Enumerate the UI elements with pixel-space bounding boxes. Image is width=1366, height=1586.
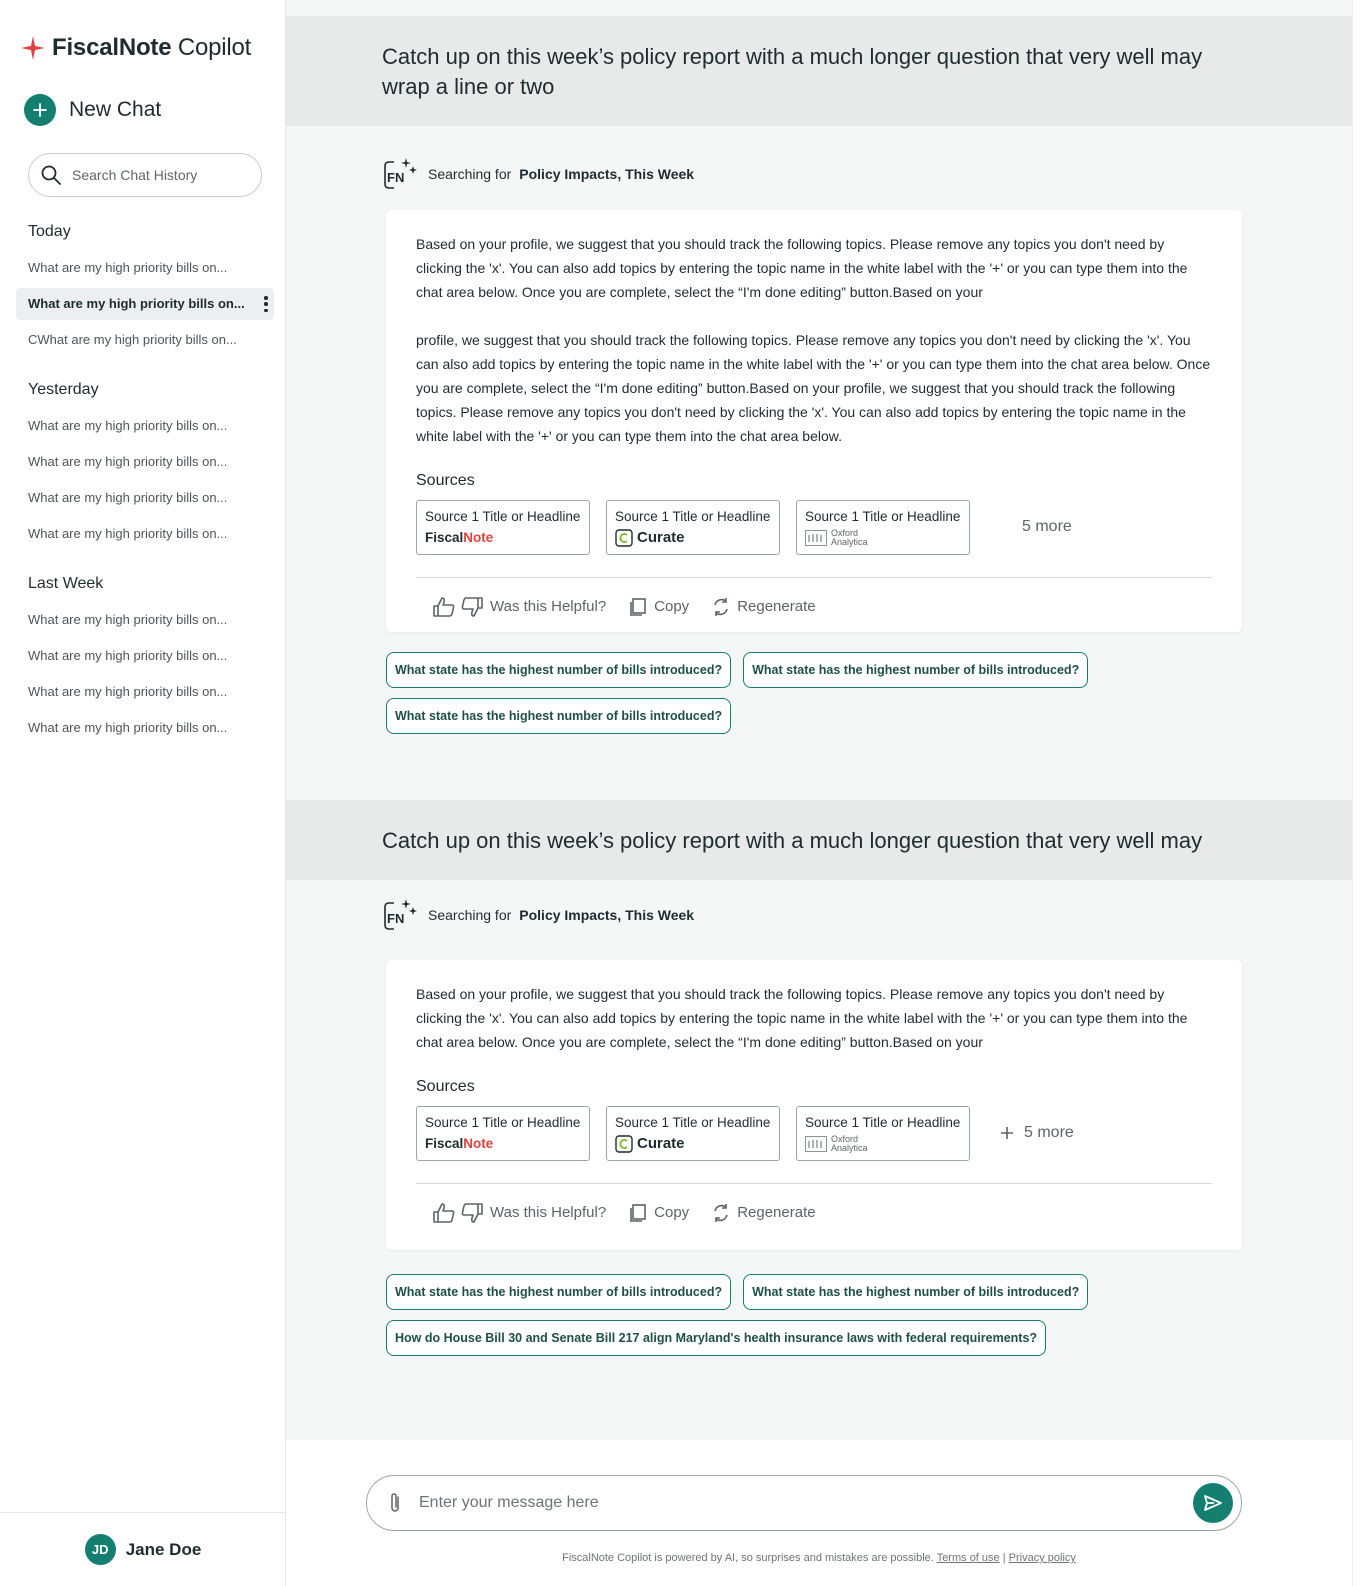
terms-link[interactable]: Terms of use bbox=[936, 1552, 1000, 1564]
source-card-oxford[interactable] bbox=[796, 500, 970, 555]
oxford-analytica-logo bbox=[805, 528, 961, 548]
logo-text-b: Note bbox=[463, 530, 494, 545]
disclaimer-text: FiscalNote Copilot is powered by AI, so surprises and mistakes are possible. bbox=[562, 1552, 934, 1564]
message-input[interactable] bbox=[419, 1494, 1193, 1512]
searching-status bbox=[382, 156, 694, 192]
top-spacer bbox=[286, 0, 1352, 16]
thumbs-down-icon[interactable] bbox=[460, 1202, 484, 1224]
link-separator: | bbox=[1002, 1552, 1006, 1564]
sources-list bbox=[416, 499, 1212, 555]
regenerate-icon bbox=[711, 1203, 731, 1223]
curate-logo bbox=[615, 528, 771, 548]
logo-text-b: Note bbox=[463, 1136, 494, 1151]
ai-disclaimer bbox=[286, 1552, 1352, 1564]
copy-icon bbox=[628, 1203, 648, 1223]
helpful-label: Was this Helpful? bbox=[490, 1204, 607, 1221]
oxford-crest-icon bbox=[805, 1136, 827, 1152]
history-group-yesterday bbox=[16, 378, 274, 554]
source-title: Source 1 Title or Headline bbox=[805, 508, 961, 524]
thumbs-up-icon[interactable] bbox=[432, 596, 456, 618]
new-chat-button[interactable] bbox=[24, 94, 161, 126]
message-composer bbox=[366, 1475, 1242, 1531]
history-group-today bbox=[16, 220, 274, 360]
sidebar bbox=[0, 0, 286, 1586]
oxford-line2: Analytica bbox=[831, 1142, 868, 1153]
regenerate-label: Regenerate bbox=[737, 598, 816, 615]
fn-copilot-icon bbox=[382, 897, 420, 933]
searching-status bbox=[382, 897, 694, 933]
source-title: Source 1 Title or Headline bbox=[425, 1114, 581, 1130]
chat-main bbox=[286, 0, 1352, 1586]
regenerate-button[interactable] bbox=[711, 1203, 815, 1223]
copy-button[interactable] bbox=[628, 1203, 689, 1223]
assistant-response-card bbox=[386, 210, 1242, 632]
fiscalnote-logo bbox=[425, 528, 581, 548]
suggestion-chip[interactable]: How do House Bill 30 and Senate Bill 217 align Maryland's health insurance laws with federal requirements? bbox=[386, 1320, 1046, 1356]
history-item[interactable]: What are my high priority bills on... bbox=[28, 418, 228, 433]
brand-logo[interactable] bbox=[20, 34, 251, 62]
chat-history-search[interactable] bbox=[28, 153, 262, 197]
oxford-line1: Oxford bbox=[831, 1133, 859, 1144]
history-item-label: What are my high priority bills on... bbox=[28, 296, 245, 311]
feedback-group bbox=[432, 1202, 606, 1224]
privacy-link[interactable]: Privacy policy bbox=[1008, 1552, 1076, 1564]
helpful-label: Was this Helpful? bbox=[490, 598, 607, 615]
avatar: JD bbox=[85, 1534, 116, 1565]
sources-title: Sources bbox=[416, 1078, 475, 1095]
copy-icon bbox=[628, 597, 648, 617]
logo-text-a: Fiscal bbox=[425, 530, 464, 545]
suggestion-chip[interactable]: What state has the highest number of bills introduced? bbox=[386, 652, 731, 688]
response-paragraph: Based on your profile, we suggest that you should track the following topics. Please remove any topics you don't need by clicking the 'x'. You can also add topics by entering the topic name in the white label with the '+' or you can type them into the chat area below. Once you are complete, select the “I'm done editing” button.Based on your bbox=[416, 986, 1188, 1050]
oxford-crest-icon bbox=[805, 530, 827, 546]
composer-area bbox=[286, 1440, 1352, 1586]
oxford-line1: Oxford bbox=[831, 527, 859, 538]
source-card-curate[interactable] bbox=[606, 1106, 780, 1161]
source-card-fiscalnote[interactable] bbox=[416, 1106, 590, 1161]
curate-icon bbox=[615, 1135, 633, 1153]
feedback-group bbox=[432, 596, 606, 618]
source-title: Source 1 Title or Headline bbox=[615, 1114, 771, 1130]
new-chat-label: New Chat bbox=[69, 98, 162, 121]
user-question: Catch up on this week’s policy report with a much longer question that very well may bbox=[286, 800, 1352, 880]
group-title: Yesterday bbox=[28, 381, 99, 398]
source-card-fiscalnote[interactable] bbox=[416, 500, 590, 555]
copy-label: Copy bbox=[654, 1204, 690, 1221]
response-actions bbox=[416, 578, 1212, 635]
logo-text-a: Fiscal bbox=[425, 1136, 464, 1151]
send-button[interactable] bbox=[1193, 1483, 1233, 1523]
plus-icon bbox=[1000, 1126, 1014, 1140]
source-title: Source 1 Title or Headline bbox=[425, 508, 581, 524]
searching-prefix: Searching for bbox=[428, 166, 512, 182]
user-profile[interactable] bbox=[0, 1512, 286, 1586]
more-options-icon[interactable] bbox=[264, 296, 268, 312]
history-item-active[interactable] bbox=[16, 288, 274, 320]
regenerate-icon bbox=[711, 597, 731, 617]
search-input[interactable] bbox=[72, 167, 242, 183]
brand-name-bold: FiscalNote bbox=[52, 34, 172, 61]
svg-text:FN: FN bbox=[387, 911, 405, 926]
more-sources-label: 5 more bbox=[1022, 518, 1072, 535]
curate-text: Curate bbox=[637, 1135, 685, 1152]
history-item[interactable]: What are my high priority bills on... bbox=[28, 490, 228, 505]
plus-icon bbox=[24, 94, 56, 126]
more-sources-button[interactable] bbox=[1022, 518, 1072, 536]
regenerate-label: Regenerate bbox=[737, 1204, 816, 1221]
fiscalnote-logo bbox=[425, 1134, 581, 1154]
searching-topic: Policy Impacts, This Week bbox=[519, 907, 695, 923]
searching-prefix: Searching for bbox=[428, 907, 512, 923]
curate-icon bbox=[615, 529, 633, 547]
response-paragraph: Based on your profile, we suggest that you should track the following topics. Please remove any topics you don't need by clicking the 'x'. You can also add topics by entering the topic name in the white label with the '+' or you can type them into the chat area below. Once you are complete, select the “I'm done editing” button.Based on your bbox=[416, 236, 1188, 300]
source-card-curate[interactable] bbox=[606, 500, 780, 555]
source-card-oxford[interactable] bbox=[796, 1106, 970, 1161]
fn-copilot-icon bbox=[382, 156, 420, 192]
source-title: Source 1 Title or Headline bbox=[615, 508, 771, 524]
history-item[interactable]: What are my high priority bills on... bbox=[28, 720, 228, 735]
suggested-questions bbox=[386, 1274, 1286, 1356]
send-icon bbox=[1202, 1492, 1224, 1514]
copy-button[interactable] bbox=[628, 597, 689, 617]
history-group-last-week bbox=[16, 572, 274, 748]
oxford-analytica-logo bbox=[805, 1134, 961, 1154]
response-paragraph: profile, we suggest that you should track the following topics. Please remove any topics you don't need by clicking the 'x'. You can also add topics by entering the topic name in the white label with the '+' or you can type them into the chat area below. Once you are complete, select the “I'm done editing” button.Based on your profile, we suggest that you should track the following topics. Please remove any topics you don't need by clicking the 'x'. You can also add topics by entering the topic name in the white label with the '+' or you can type them into the chat area below. bbox=[416, 332, 1211, 444]
sources-list bbox=[416, 1105, 1212, 1161]
suggestion-chip[interactable]: What state has the highest number of bills introduced? bbox=[386, 698, 731, 734]
user-question: Catch up on this week’s policy report with a much longer question that very well may wrap a line or two bbox=[286, 16, 1352, 126]
regenerate-button[interactable] bbox=[711, 597, 815, 617]
suggestion-chip[interactable]: What state has the highest number of bills introduced? bbox=[743, 1274, 1088, 1310]
sparkle-icon bbox=[20, 35, 46, 61]
scrollbar-track[interactable] bbox=[1352, 0, 1366, 1586]
brand-name-light: Copilot bbox=[177, 34, 252, 61]
attachment-icon[interactable] bbox=[387, 1491, 403, 1515]
history-item[interactable]: What are my high priority bills on... bbox=[28, 526, 228, 541]
group-title: Last Week bbox=[28, 575, 104, 592]
history-item[interactable]: What are my high priority bills on... bbox=[28, 260, 228, 275]
svg-text:FN: FN bbox=[387, 170, 405, 185]
curate-text: Curate bbox=[637, 529, 685, 546]
thumbs-down-icon[interactable] bbox=[460, 596, 484, 618]
searching-topic: Policy Impacts, This Week bbox=[519, 166, 695, 182]
history-item[interactable]: What are my high priority bills on... bbox=[28, 648, 228, 663]
brand-name bbox=[52, 34, 251, 62]
response-actions bbox=[416, 1184, 1212, 1241]
oxford-line2: Analytica bbox=[831, 536, 868, 547]
thumbs-up-icon[interactable] bbox=[432, 1202, 456, 1224]
user-name: Jane Doe bbox=[125, 1539, 202, 1559]
sources-title: Sources bbox=[416, 472, 475, 489]
more-sources-label: 5 more bbox=[1024, 1124, 1074, 1141]
history-item[interactable]: What are my high priority bills on... bbox=[28, 612, 228, 627]
history-item[interactable]: What are my high priority bills on... bbox=[28, 684, 228, 699]
more-sources-button[interactable] bbox=[1000, 1124, 1074, 1142]
curate-logo bbox=[615, 1134, 771, 1154]
copy-label: Copy bbox=[654, 598, 690, 615]
group-title: Today bbox=[28, 223, 71, 240]
source-title: Source 1 Title or Headline bbox=[805, 1114, 961, 1130]
search-icon bbox=[40, 164, 62, 186]
suggested-questions bbox=[386, 652, 1286, 734]
history-item[interactable]: What are my high priority bills on... bbox=[28, 454, 228, 469]
assistant-response-card bbox=[386, 960, 1242, 1250]
suggestion-chip[interactable]: What state has the highest number of bills introduced? bbox=[386, 1274, 731, 1310]
history-item[interactable]: CWhat are my high priority bills on... bbox=[28, 332, 237, 347]
suggestion-chip[interactable]: What state has the highest number of bills introduced? bbox=[743, 652, 1088, 688]
